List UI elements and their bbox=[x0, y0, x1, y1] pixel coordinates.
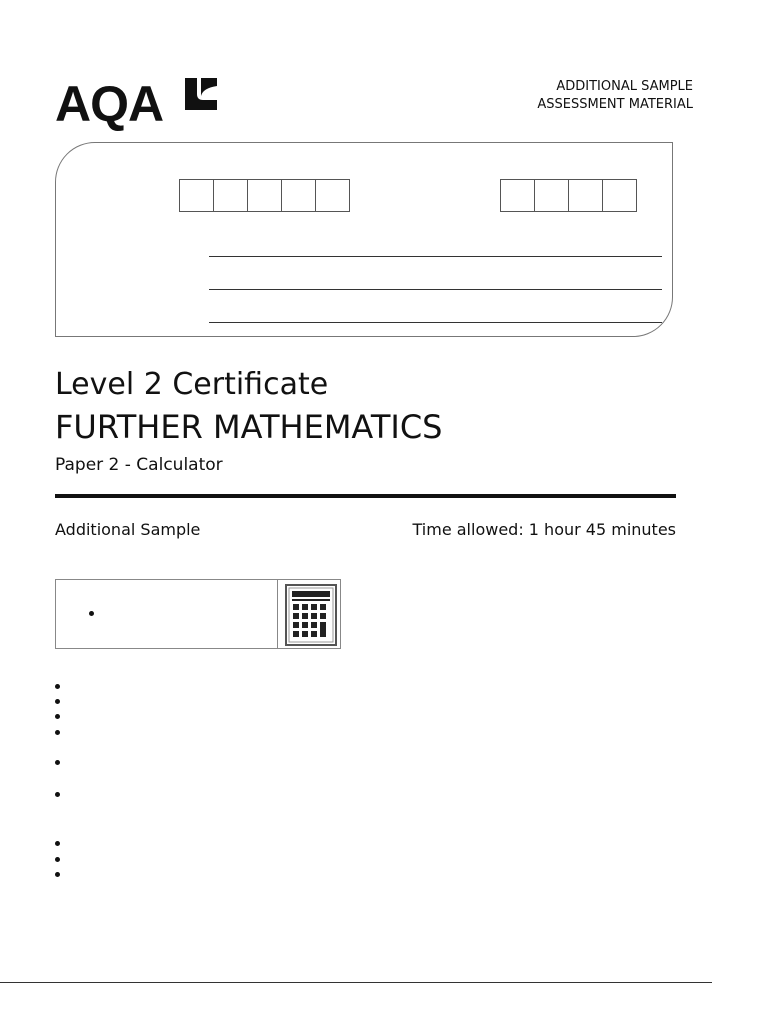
subject-title: FURTHER MATHEMATICS bbox=[55, 408, 443, 446]
paper-title: Paper 2 - Calculator bbox=[55, 455, 223, 475]
header-line-2: ASSESSMENT MATERIAL bbox=[537, 97, 693, 112]
bullet bbox=[55, 792, 60, 797]
time-allowed: Time allowed: 1 hour 45 minutes bbox=[412, 520, 676, 539]
logo-text: AQA bbox=[55, 76, 164, 132]
bullet bbox=[55, 730, 60, 735]
bullet bbox=[55, 699, 60, 704]
divider bbox=[277, 580, 278, 648]
candidate-details-box bbox=[55, 142, 673, 337]
footer-divider bbox=[0, 982, 712, 983]
candidate-number-digit[interactable] bbox=[534, 179, 569, 212]
surname-line[interactable] bbox=[209, 256, 662, 257]
header-label bbox=[537, 78, 693, 114]
header-line-1: ADDITIONAL SAMPLE bbox=[556, 79, 693, 94]
forename-line[interactable] bbox=[209, 289, 662, 290]
materials-box bbox=[55, 579, 341, 649]
aqa-swoosh-icon bbox=[183, 76, 219, 112]
bullet bbox=[89, 611, 94, 616]
bullet bbox=[55, 857, 60, 862]
centre-number-digit[interactable] bbox=[247, 179, 282, 212]
candidate-number-digit[interactable] bbox=[602, 179, 637, 212]
qualification-level: Level 2 Certificate bbox=[55, 367, 329, 402]
bullet bbox=[55, 841, 60, 846]
centre-number-digit[interactable] bbox=[179, 179, 214, 212]
candidate-number-boxes bbox=[500, 179, 637, 212]
candidate-number-digit[interactable] bbox=[568, 179, 603, 212]
calculator-icon bbox=[285, 584, 337, 646]
aqa-logo bbox=[55, 74, 225, 134]
signature-line[interactable] bbox=[209, 322, 662, 323]
centre-number-digit[interactable] bbox=[281, 179, 316, 212]
title-divider bbox=[55, 494, 676, 498]
centre-number-digit[interactable] bbox=[213, 179, 248, 212]
bullet bbox=[55, 684, 60, 689]
sample-label: Additional Sample bbox=[55, 520, 201, 539]
bullet bbox=[55, 760, 60, 765]
bullet bbox=[55, 714, 60, 719]
bullet bbox=[55, 872, 60, 877]
centre-number-digit[interactable] bbox=[315, 179, 350, 212]
centre-number-boxes bbox=[179, 179, 350, 212]
candidate-number-digit[interactable] bbox=[500, 179, 535, 212]
